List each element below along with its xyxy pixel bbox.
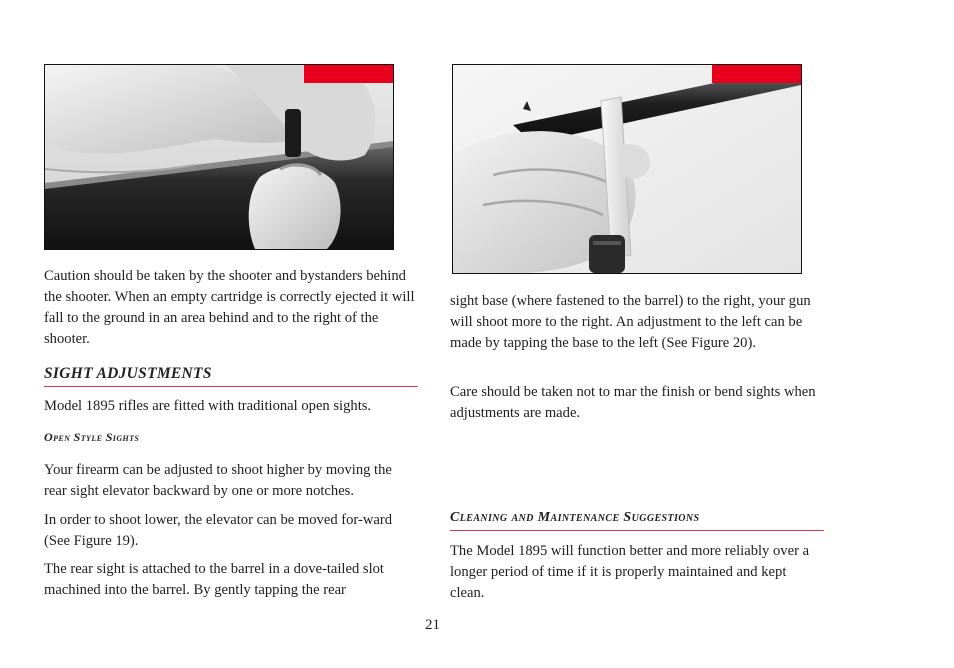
figure-20-tab	[712, 65, 801, 83]
figure-20-illustration	[453, 65, 801, 273]
sight-intro-paragraph: Model 1895 rifles are fitted with traditional open sights.	[44, 398, 372, 414]
shoot-lower-paragraph: In order to shoot lower, the elevator can be moved for-ward (See Figure 19).	[44, 512, 393, 549]
rear-sight-paragraph: The rear sight is attached to the barrel in a dove-tailed slot machined into the barrel. By gently tapping the rear	[44, 561, 384, 598]
sight-adjustments-heading: SIGHT ADJUSTMENTS	[44, 365, 212, 382]
page-number: 21	[425, 617, 440, 633]
shoot-higher-paragraph: Your firearm can be adjusted to shoot higher by moving the rear sight elevator backward by one or more notches.	[44, 462, 392, 499]
cleaning-rule	[450, 530, 824, 531]
care-paragraph: Care should be taken not to mar the finish or bend sights when adjustments are made.	[450, 384, 816, 421]
open-style-sights-heading: Open Style Sights	[44, 430, 140, 444]
figure-19-photo	[44, 64, 394, 250]
cleaning-heading: Cleaning and Maintenance Suggestions	[450, 510, 700, 525]
figure-19-tab	[304, 65, 393, 83]
figure-19-illustration	[45, 65, 393, 249]
figure-20-photo	[452, 64, 802, 274]
sight-adjustments-rule	[44, 386, 418, 387]
sight-base-paragraph: sight base (where fastened to the barrel) to the right, your gun will shoot more to the right. An adjustment to the left can be made by tapping the base to the left (See Figure 20).	[450, 293, 811, 351]
cleaning-paragraph: The Model 1895 will function better and more reliably over a longer period of time if it is properly maintained and kept clean.	[450, 543, 810, 601]
caution-paragraph: Caution should be taken by the shooter and bystanders behind the shooter. When an empty cartridge is correctly ejected it will fall to the ground in an area behind and to the right of the shooter.	[44, 268, 415, 347]
